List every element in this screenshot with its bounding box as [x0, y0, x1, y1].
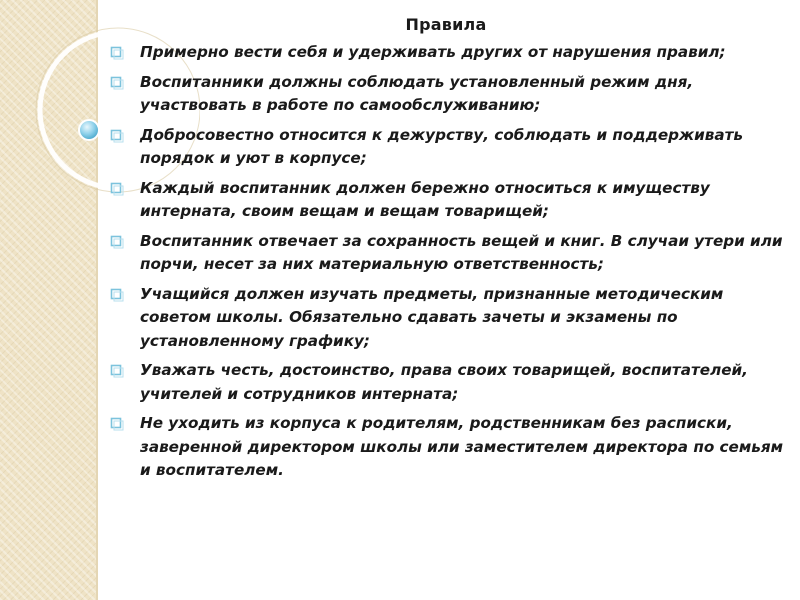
rule-text: Уважать честь, достоинство, права своих товарищей, воспитателей, учителей и сотрудников интерната;: [140, 361, 748, 403]
square-bullet-icon: [110, 364, 124, 378]
slide-title: Правила: [405, 15, 487, 34]
list-item: [108, 359, 784, 406]
square-bullet-icon: [110, 129, 124, 143]
square-bullet-icon: [110, 182, 124, 196]
rules-list: [108, 41, 784, 483]
decorative-side-panel: [0, 0, 96, 600]
list-item: [108, 41, 784, 65]
list-item: [108, 71, 784, 118]
rule-text: Каждый воспитанник должен бережно относиться к имуществу интерната, своим вещам и вещам товарищей;: [140, 178, 710, 220]
square-bullet-icon: [110, 76, 124, 90]
rule-text: Добросовестно относится к дежурству, соблюдать и поддерживать порядок и уют в корпусе;: [140, 125, 744, 167]
rule-text: Примерно вести себя и удерживать других от нарушения правил;: [140, 43, 726, 61]
rule-text: Не уходить из корпуса к родителям, родственникам без расписки, заверенной директором школы или заместителем директора по семьям и воспитателем.: [140, 414, 784, 479]
slide-content: [108, 14, 784, 489]
panel-divider: [96, 0, 98, 600]
square-bullet-icon: [110, 288, 124, 302]
rule-text: Воспитанник отвечает за сохранность вещей и книг. В случаи утери или порчи, несет за них материальную ответственность;: [140, 231, 783, 273]
list-item: [108, 412, 784, 483]
square-bullet-icon: [110, 417, 124, 431]
square-bullet-icon: [110, 235, 124, 249]
square-bullet-icon: [110, 46, 124, 60]
list-item: [108, 283, 784, 354]
list-item: [108, 124, 784, 171]
list-item: [108, 230, 784, 277]
rule-text: Воспитанники должны соблюдать установленный режим дня, участвовать в работе по самообслуживанию;: [140, 72, 694, 114]
rule-text: Учащийся должен изучать предметы, признанные методическим советом школы. Обязательно сдавать зачеты и экзамены по установленному графику;: [140, 284, 724, 350]
list-item: [108, 177, 784, 224]
